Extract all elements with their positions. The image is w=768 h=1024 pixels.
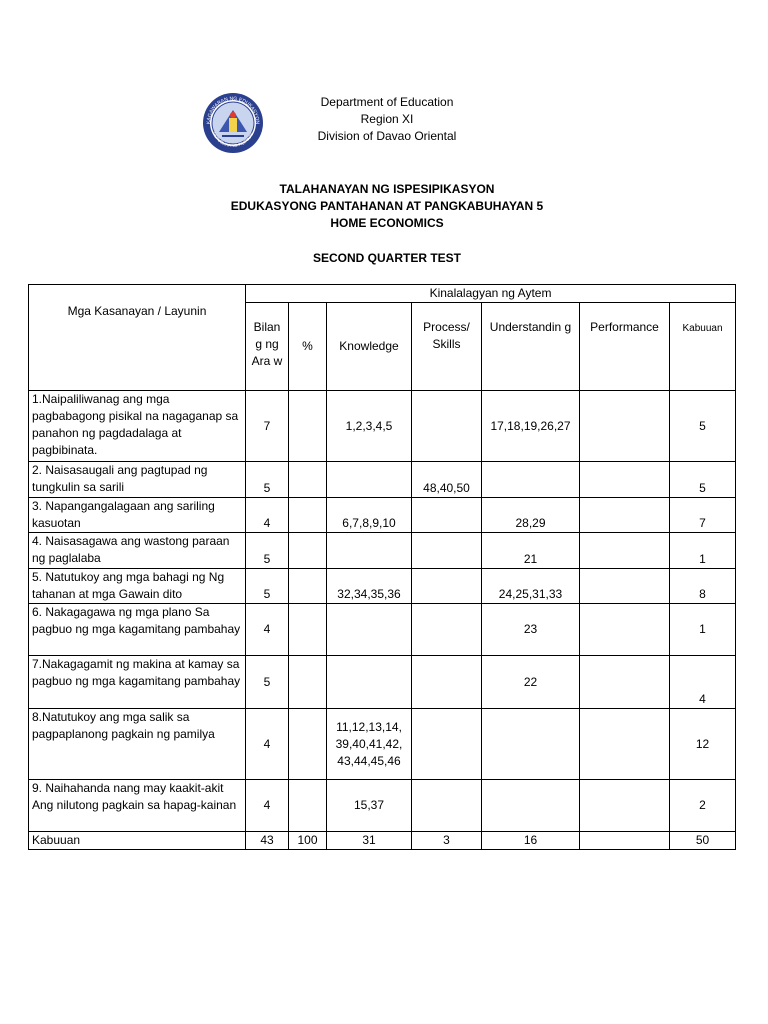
totals-performance [580,832,670,850]
row-percent [289,780,327,832]
row-total: 1 [670,533,736,569]
row-understanding: 24,25,31,33 [482,569,580,604]
row-understanding: 22 [482,656,580,709]
row-process [412,569,482,604]
row-percent [289,569,327,604]
row-objective: 5. Natutukoy ang mga bahagi ng Ng tahanan at mga Gawain dito [29,569,246,604]
table-row [29,656,736,709]
row-objective: 3. Napangangalagaan ang sariling kasuotan [29,498,246,533]
header-division: Division of Davao Oriental [317,129,457,143]
row-days: 4 [246,780,289,832]
row-total: 5 [670,462,736,498]
totals-understanding: 16 [482,832,580,850]
totals-days: 43 [246,832,289,850]
table-row [29,780,736,832]
row-performance [580,462,670,498]
header-knowledge: Knowledge [327,303,412,391]
row-percent [289,462,327,498]
row-knowledge [327,533,412,569]
header-department: Department of Education [320,95,454,109]
header-region: Region XI [360,112,414,126]
row-objective: 1.Naipaliliwanag ang mga pagbabagong pisikal na nagaganap sa panahon ng pagdadalaga at pagbibinata. [29,391,246,462]
table-row [29,391,736,462]
header-process: Process/ Skills [412,303,482,391]
title-subject: EDUKASYONG PANTAHANAN AT PANGKABUHAYAN 5 [230,199,544,213]
row-process [412,709,482,780]
row-performance [580,604,670,656]
row-understanding: 28,29 [482,498,580,533]
svg-text:KAGAWARAN NG EDUKASYON: KAGAWARAN NG EDUKASYON [205,95,261,125]
row-knowledge: 1,2,3,4,5 [327,391,412,462]
row-performance [580,533,670,569]
row-knowledge [327,656,412,709]
row-process [412,780,482,832]
row-days: 5 [246,462,289,498]
row-understanding [482,780,580,832]
row-days: 4 [246,604,289,656]
row-total: 7 [670,498,736,533]
row-understanding [482,709,580,780]
totals-process: 3 [412,832,482,850]
row-performance [580,391,670,462]
row-percent [289,533,327,569]
row-total: 5 [670,391,736,462]
row-understanding: 17,18,19,26,27 [482,391,580,462]
row-total: 1 [670,604,736,656]
table-row [29,709,736,780]
row-objective: 2. Naisasaugali ang pagtupad ng tungkulin sa sarili [29,462,246,498]
row-knowledge: 15,37 [327,780,412,832]
row-percent [289,656,327,709]
header-understanding: Understandin g [482,303,580,391]
row-understanding: 23 [482,604,580,656]
row-total: 4 [670,656,736,709]
totals-knowledge: 31 [327,832,412,850]
row-knowledge: 32,34,35,36 [327,569,412,604]
row-percent [289,604,327,656]
row-process [412,391,482,462]
totals-row [29,832,736,850]
row-performance [580,656,670,709]
row-total: 8 [670,569,736,604]
row-objective: 6. Nakagagawa ng mga plano Sa pagbuo ng mga kagamitang pambahay [29,604,246,656]
row-knowledge: 11,12,13,14, 39,40,41,42, 43,44,45,46 [327,709,412,780]
row-days: 4 [246,709,289,780]
row-percent [289,391,327,462]
row-performance [580,709,670,780]
row-process [412,498,482,533]
row-knowledge [327,604,412,656]
row-knowledge [327,462,412,498]
row-percent [289,709,327,780]
row-understanding [482,462,580,498]
row-process [412,533,482,569]
row-objective: 7.Nakagagamit ng makina at kamay sa pagbuo ng mga kagamitang pambahay [29,656,246,709]
table-of-specifications [28,284,736,850]
title-second-quarter-test: SECOND QUARTER TEST [312,251,461,265]
header-item-placement: Kinalalagyan ng Aytem [246,285,736,303]
row-performance [580,780,670,832]
header-percent: % [289,303,327,391]
svg-text:REPUBLIKA NG PILIPINAS: REPUBLIKA NG PILIPINAS [211,131,255,149]
row-days: 5 [246,533,289,569]
row-process [412,656,482,709]
row-objective: 4. Naisasagawa ang wastong paraan ng paglalaba [29,533,246,569]
title-talahanayan: TALAHANAYAN NG ISPESIPIKASYON [279,182,495,196]
totals-total: 50 [670,832,736,850]
table-row [29,604,736,656]
header-days: Bilan g ng Ara w [246,303,289,391]
header-objective: Mga Kasanayan / Layunin [29,285,246,391]
row-knowledge: 6,7,8,9,10 [327,498,412,533]
row-total: 12 [670,709,736,780]
row-days: 5 [246,656,289,709]
row-performance [580,498,670,533]
row-objective: 8.Natutukoy ang mga salik sa pagpaplanong pagkain ng pamilya [29,709,246,780]
row-days: 5 [246,569,289,604]
row-days: 4 [246,498,289,533]
row-days: 7 [246,391,289,462]
table-row [29,569,736,604]
row-percent [289,498,327,533]
totals-label: Kabuuan [29,832,246,850]
totals-percent: 100 [289,832,327,850]
header-total: Kabuuan [670,303,736,391]
row-total: 2 [670,780,736,832]
row-objective: 9. Naihahanda nang may kaakit-akit Ang nilutong pagkain sa hapag-kainan [29,780,246,832]
row-performance [580,569,670,604]
table-row [29,498,736,533]
table-row [29,462,736,498]
row-understanding: 21 [482,533,580,569]
header-performance: Performance [580,303,670,391]
table-row [29,533,736,569]
row-process [412,604,482,656]
title-home-economics: HOME ECONOMICS [330,216,444,230]
row-process: 48,40,50 [412,462,482,498]
